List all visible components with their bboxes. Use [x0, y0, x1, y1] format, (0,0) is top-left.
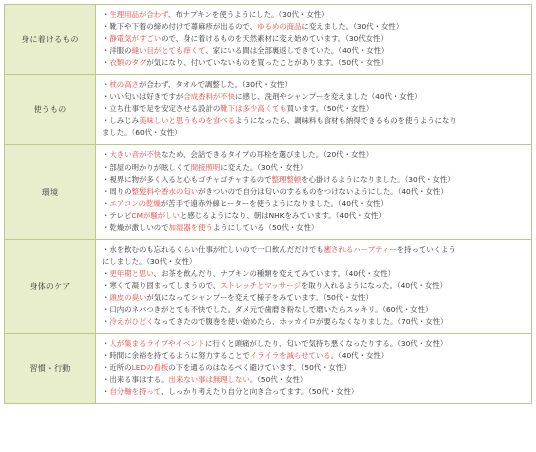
comment-text: ・いい匂いは好きですが [102, 92, 184, 102]
list-item [102, 91, 526, 103]
comment-text: 。（50代・女性） [249, 375, 308, 385]
comment-text: ・ [102, 268, 110, 278]
list-item [102, 57, 526, 69]
comment-text: ・時間に余裕を持てるように努力することで [102, 351, 250, 361]
comment-text: ・寒くて凝り固まってしまうので、 [102, 280, 221, 290]
highlighted-text: 合成香料が不快 [183, 92, 236, 102]
list-item [102, 338, 526, 350]
comment-text: ・部屋の明かりが眩しくて [102, 162, 191, 172]
comment-text: ・ [102, 339, 110, 349]
list-item [102, 222, 526, 234]
comment-text: に変えました。（30代・女性） [301, 22, 404, 32]
list-item [102, 386, 526, 398]
comment-text: ので、身に着けるものを天然素材に変え始めています。（30代女性） [161, 34, 388, 44]
comment-text: ・ [102, 10, 110, 19]
comment-text: ・口内のネバつきがとても不快でした。ダメ元で歯磨き粉なしで磨いたらスッキリ。（60代・女性） [102, 305, 433, 315]
highlighted-text: 癒されるハーブティー [323, 244, 397, 254]
comment-text: と感じるようになり、朝はNHKをみています。（40代・女性） [179, 210, 386, 220]
list-item [102, 280, 526, 292]
highlighted-text: 更年期と思い [109, 268, 154, 278]
table-row [5, 334, 532, 404]
highlighted-text: 頭皮の臭い [109, 292, 147, 302]
list-item [102, 149, 526, 161]
list-item [102, 256, 526, 268]
comment-list [96, 239, 532, 333]
comment-text: 、お茶を飲んだり、ナプキンの種類を変えてみています。（40代・女性） [153, 268, 396, 278]
list-item [102, 374, 526, 386]
highlighted-text: 美味しいと思うものを食べる [138, 116, 236, 126]
comment-text: ・周りの [102, 186, 132, 196]
highlighted-text: LEDの看板 [131, 363, 169, 373]
comment-text: なってきたので腹巻を使い始めたら、ホッカイロが要らなくなりました。（70代・女性） [153, 317, 448, 327]
comment-text: ・乾燥が激しいので [102, 222, 169, 232]
table-row [5, 239, 532, 333]
comment-text: に感じ、洗剤やシャンプーを変えました（40代・女性） [235, 92, 422, 102]
highlighted-text: 大きい音が不快 [109, 150, 162, 160]
list-item [102, 304, 526, 316]
category-label: 環境 [5, 145, 96, 239]
list-item [102, 244, 526, 256]
comment-text: にしました。（30代・女性） [102, 256, 197, 266]
category-label: 身に着けるもの [5, 5, 96, 75]
highlighted-text: イライラを減らせている [249, 351, 331, 361]
table-row [5, 5, 532, 75]
list-item [102, 174, 526, 186]
comment-text: ・ [102, 198, 110, 208]
comment-text: を取り入れるようになった。（40代・女性） [300, 280, 448, 290]
comment-text: に変えた。（30代・女性） [220, 162, 308, 172]
list-item [102, 292, 526, 304]
comment-text: ました。（60代・女性） [102, 128, 182, 138]
comment-text: 。（40代・女性） [330, 351, 389, 361]
list-item [102, 186, 526, 198]
comment-text: ・靴下や下着の締め付けで蕁麻疹が出るので、 [102, 22, 258, 32]
table-row [5, 145, 532, 239]
highlighted-text: 枕の高さ [109, 80, 139, 90]
comment-text: ・ [102, 34, 110, 44]
comment-text: ・水を飲むのも忘れるくらい仕事が忙しいので一口飲んだだけでも [102, 244, 324, 254]
list-item [102, 103, 526, 115]
comment-text: を持っていくよう [396, 244, 456, 254]
highlighted-text: ストレッチとマッサージ [220, 280, 301, 290]
highlighted-text: 出来ない事は無理しない [168, 375, 250, 385]
highlighted-text: 整理整頓 [271, 174, 302, 184]
highlighted-text: 衣類のタグ [109, 58, 147, 68]
highlighted-text: エアコンの乾燥 [109, 198, 161, 208]
list-item [102, 127, 526, 139]
comment-text: ・洋服の [102, 46, 132, 56]
comment-text: を心掛けるようになりました。（30代・女性） [301, 174, 455, 184]
comment-text: ・立ち仕事で足を安定させる設計の [102, 104, 221, 114]
comment-list [96, 334, 532, 404]
highlighted-text: 静電気がすごい [109, 34, 162, 44]
comment-list [96, 75, 532, 145]
category-label: 身体のケア [5, 239, 96, 333]
category-label: 使うもの [5, 75, 96, 145]
comment-text: 、布ナプキンを使うようにした。（30代・女性） [167, 10, 329, 19]
list-item [102, 115, 526, 127]
list-item [102, 268, 526, 280]
highlighted-text: CMが騒がしい [131, 210, 180, 220]
comment-text: ・ [102, 292, 110, 302]
comment-text: に行くと頭痛がしたり、匂いで気持ち悪くなったりする。（30代・女性） [205, 339, 448, 349]
highlighted-text: 自分軸を持って [109, 387, 161, 397]
comment-text: ようにしている（50代・女性） [212, 222, 319, 232]
comment-text: ・ [102, 317, 110, 327]
list-item [102, 9, 526, 21]
comment-text: ・ [102, 80, 110, 90]
list-item [102, 198, 526, 210]
comment-text: ・ [102, 387, 110, 397]
survey-table [4, 4, 532, 404]
comment-text: ・近所の [102, 363, 132, 373]
highlighted-text: 冷えがひどく [109, 317, 154, 327]
comment-text: 買います。（50代・女性） [286, 104, 374, 114]
comment-text: が気になってシャンプーを変えて様子をみています。（50代・女性） [146, 292, 373, 302]
comment-list [96, 145, 532, 239]
comment-text: ・出来る事はする。 [102, 375, 169, 385]
list-item [102, 162, 526, 174]
highlighted-text: 人が集まるライブやイベント [109, 339, 206, 349]
highlighted-text: 縫い目がとても痒くて [131, 46, 206, 56]
comment-text: ・ [102, 150, 110, 160]
list-item [102, 362, 526, 374]
comment-text: が合わず、タオルで調整した。（30代・女性） [138, 80, 292, 90]
list-item [102, 45, 526, 57]
highlighted-text: 靴下は多少高くても [220, 104, 287, 114]
comment-text: がきついので自分は匂いのするものをつけないようにした。（40代・女性） [198, 186, 448, 196]
comment-text: 、しっかり考えたり自分と向き合ってます。（50代・女性） [161, 387, 359, 397]
comment-text: が気になり、付いていないものを買ったことがあります。（50代・女性） [146, 58, 388, 68]
list-item [102, 210, 526, 222]
list-item [102, 33, 526, 45]
comment-text: ・視界に物が多く入ると心もゴチャゴチャするので [102, 174, 272, 184]
comment-text: ・ [102, 58, 110, 68]
comment-list [96, 5, 532, 75]
comment-text: ・テレビ [102, 210, 132, 220]
list-item [102, 21, 526, 33]
highlighted-text: 整髪料や香水の匂い [131, 186, 199, 196]
list-item [102, 316, 526, 328]
comment-text: ・しみじみ [102, 116, 139, 126]
list-item [102, 350, 526, 362]
comment-text: なため、会話できるタイプの耳栓を選びました。（20代・女性） [161, 150, 374, 160]
highlighted-text: 加湿器を使う [168, 222, 213, 232]
comment-text: ようになったら、調味料も食材も納得できるものを使うようになり [235, 116, 457, 126]
comment-text: の下を通るのはなるべく避けています。（50代・女性） [168, 363, 351, 373]
highlighted-text: ゆるめの商品 [257, 22, 302, 32]
highlighted-text: 生理用品が合わず [109, 10, 168, 19]
highlighted-text: 間接照明 [190, 162, 221, 172]
comment-text: が苦手で遠赤外線ヒーターを使うようになりました。（40代・女性） [160, 198, 388, 208]
comment-text: 、家にいる間は全部裏返しできていた。（40代・女性） [205, 46, 389, 56]
category-label: 習慣・行動 [5, 334, 96, 404]
table-row [5, 75, 532, 145]
list-item [102, 79, 526, 91]
